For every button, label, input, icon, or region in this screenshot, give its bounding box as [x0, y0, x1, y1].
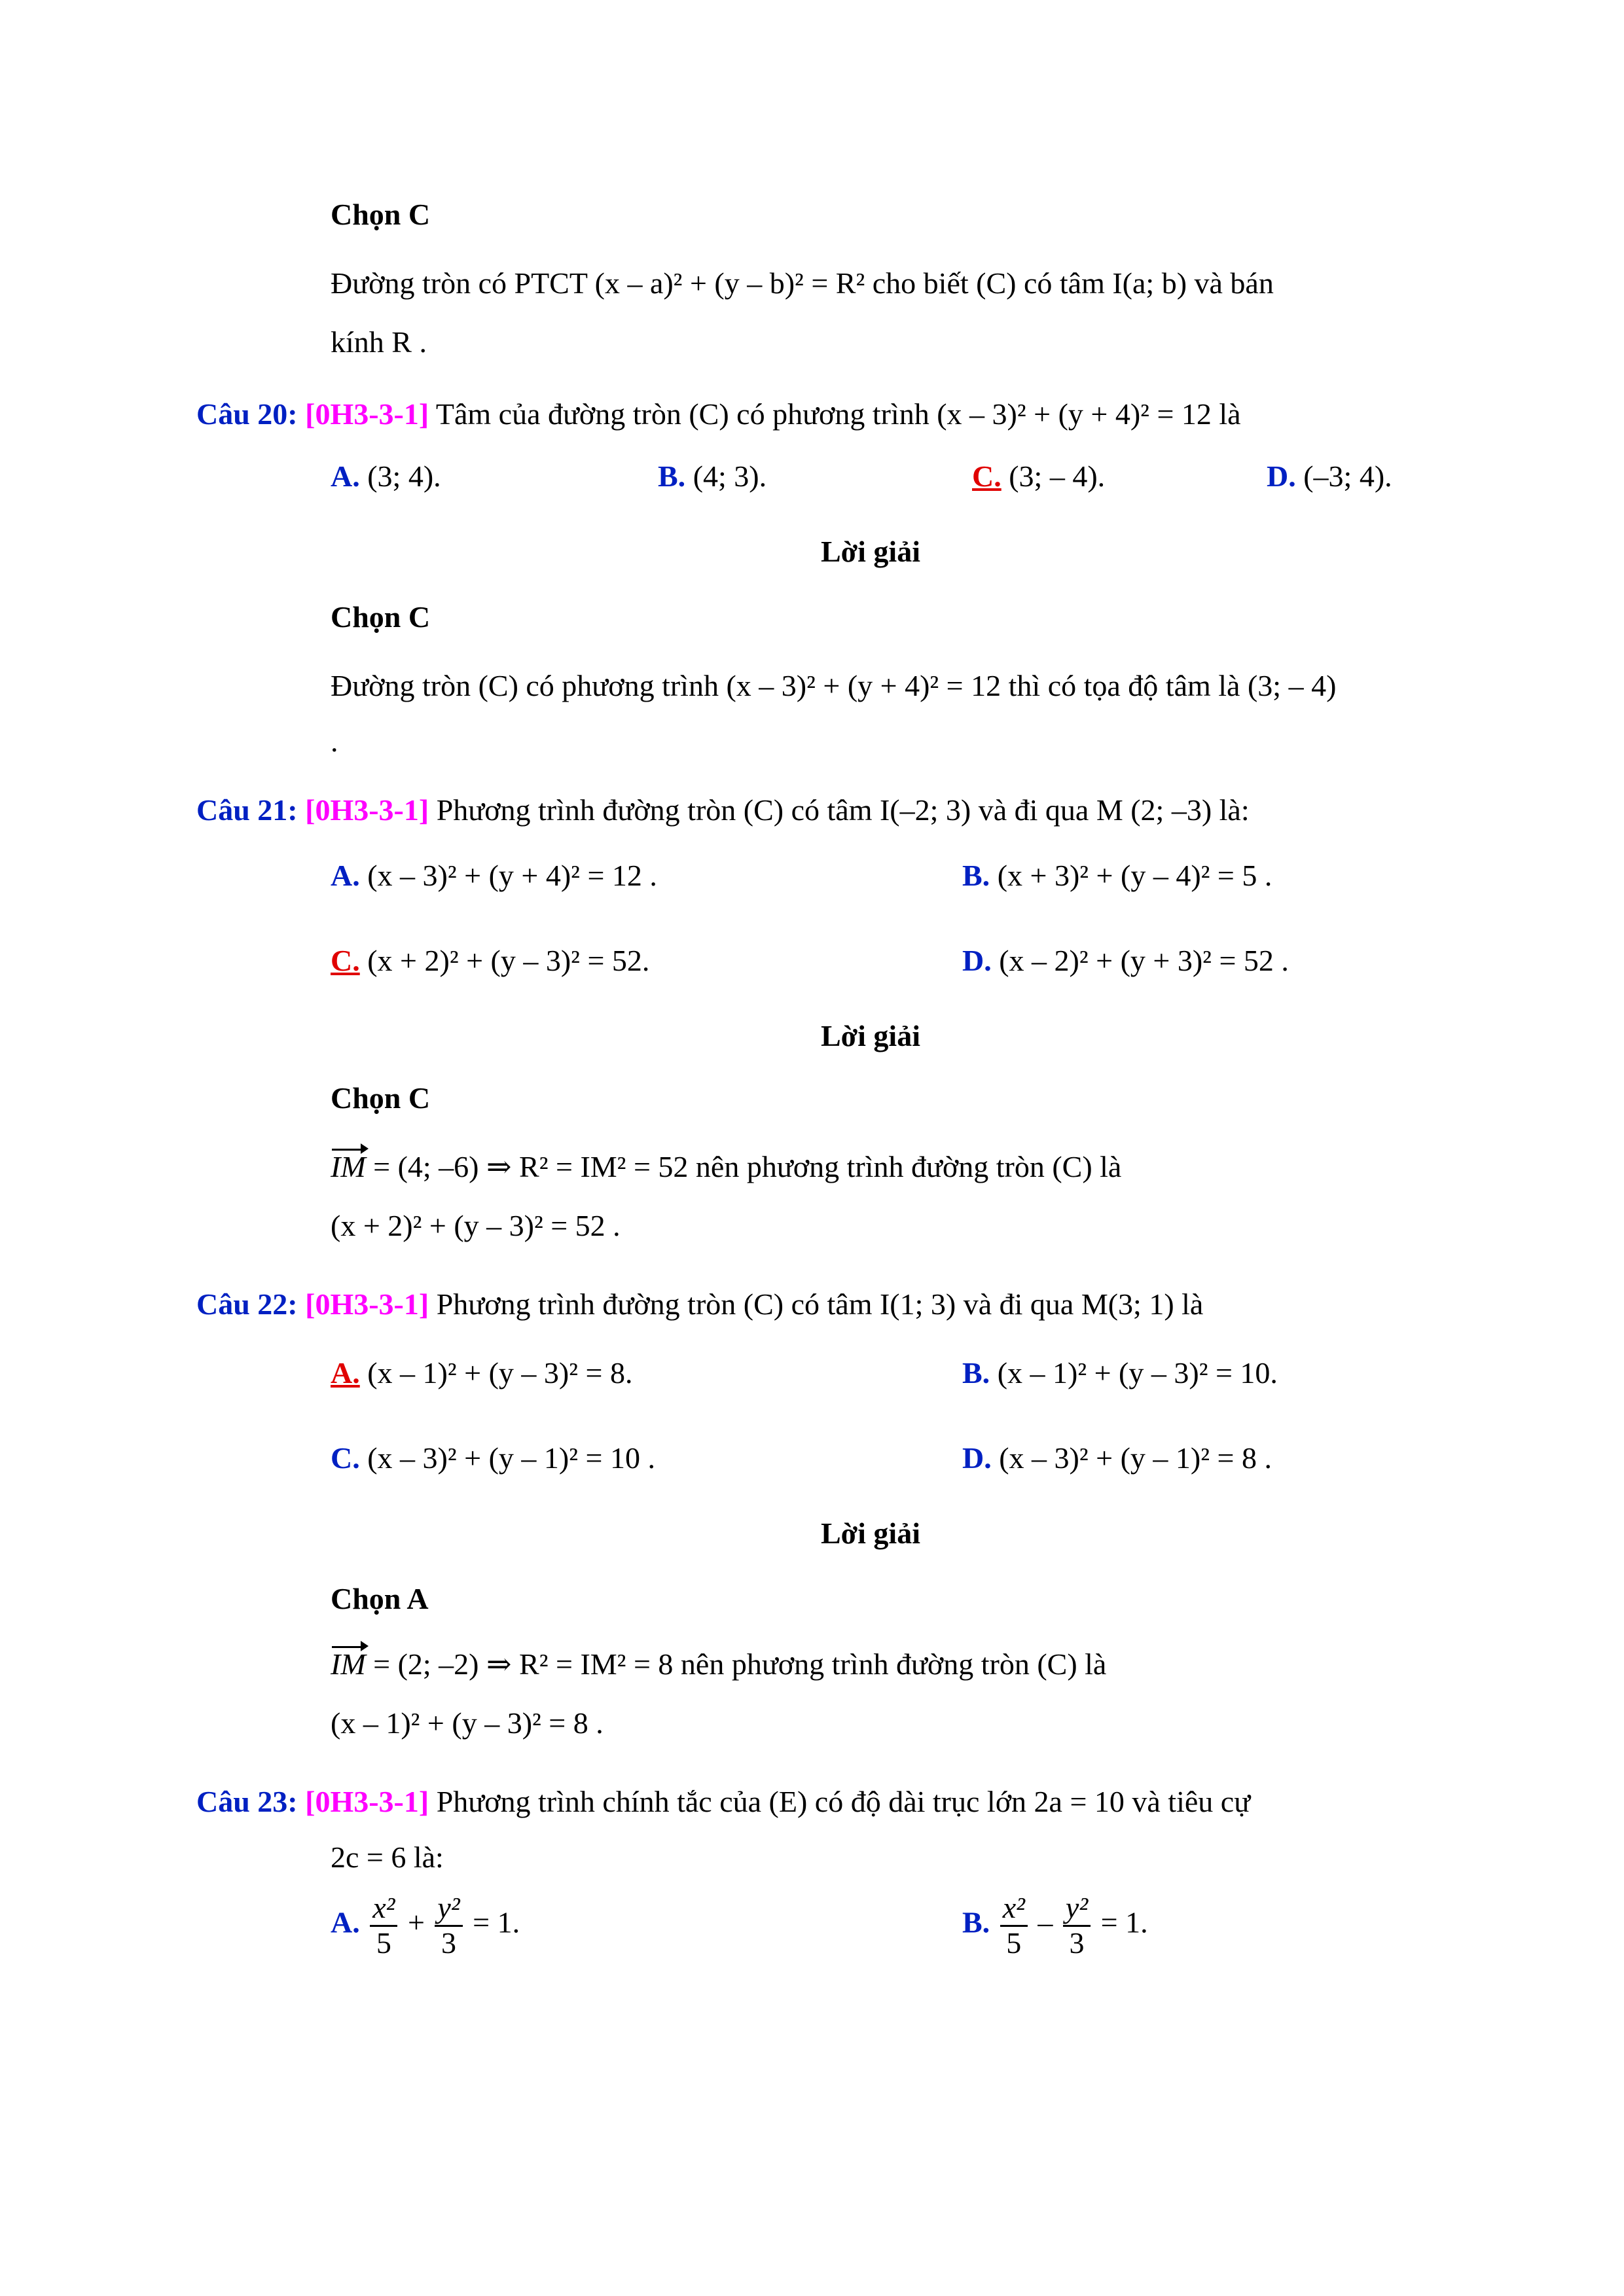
option-letter: D. [962, 944, 992, 977]
q23-text-line2: 2c = 6 là: [331, 1840, 444, 1874]
question-text: Phương trình chính tắc của (E) có độ dài trục lớn 2a = 10 và tiêu cự [436, 1785, 1251, 1818]
question-code: [0H3-3-1] [305, 397, 429, 431]
question-code: [0H3-3-1] [305, 1785, 429, 1818]
q23-option-a [331, 1892, 520, 1960]
option-letter-answer: C. [331, 944, 360, 977]
option-letter: B. [962, 1356, 990, 1390]
q22-option-d [962, 1440, 1272, 1476]
option-text: (x + 2)² + (y – 3)² = 52. [367, 944, 650, 977]
option-letter: D. [962, 1441, 992, 1475]
question-label: Câu 20: [196, 397, 298, 431]
operator: – [1038, 1905, 1053, 1939]
option-text: (x – 3)² + (y + 4)² = 12 . [367, 859, 657, 892]
q22-option-a [331, 1355, 632, 1391]
vector-im: IM [331, 1646, 366, 1682]
q21-option-c [331, 942, 649, 978]
q21-solution-title: Lời giải [821, 1019, 920, 1052]
q20-solution-line1: Đường tròn (C) có phương trình (x – 3)² + (y + 4)² = 12 thì có tọa độ tâm là (3; – 4) [331, 669, 1337, 702]
question-22 [196, 1286, 1203, 1322]
option-letter: A. [331, 459, 360, 493]
q20-solution-title: Lời giải [821, 535, 920, 568]
option-letter: B. [962, 859, 990, 892]
question-label: Câu 22: [196, 1287, 298, 1321]
question-label: Câu 23: [196, 1785, 298, 1818]
option-text: (4; 3). [693, 459, 767, 493]
question-text: Tâm của đường tròn (C) có phương trình (x – 3)² + (y + 4)² = 12 là [435, 397, 1241, 431]
q20-option-c [972, 458, 1105, 494]
q22-option-b [962, 1355, 1278, 1391]
option-letter: C. [331, 1441, 360, 1475]
option-letter: A. [331, 859, 360, 892]
q22-solution-title: Lời giải [821, 1516, 920, 1550]
q22-solution-line1 [331, 1646, 1106, 1682]
option-letter-answer: C. [972, 459, 1001, 493]
fraction: $\frac{\text{y²}}{3}$ [435, 1892, 462, 1960]
vector-im: IM [331, 1149, 366, 1185]
q20-option-d [1267, 458, 1392, 494]
option-letter: B. [962, 1905, 990, 1939]
equation-tail: = 1. [1100, 1905, 1148, 1939]
option-text: (x – 3)² + (y – 1)² = 10 . [367, 1441, 655, 1475]
option-letter-answer: A. [331, 1356, 360, 1390]
question-code: [0H3-3-1] [305, 793, 429, 827]
option-text: (x – 2)² + (y + 3)² = 52 . [999, 944, 1289, 977]
option-text: (x + 3)² + (y – 4)² = 5 . [997, 859, 1272, 892]
q23-option-b [962, 1892, 1148, 1960]
question-text: Phương trình đường tròn (C) có tâm I(1; 3) và đi qua M(3; 1) là [436, 1287, 1204, 1321]
intro-text-line2: kính R . [331, 325, 427, 359]
q20-choice: Chọn C [331, 600, 431, 634]
question-text: Phương trình đường tròn (C) có tâm I(–2; 3) và đi qua M (2; –3) là: [436, 793, 1250, 827]
operator: + [407, 1905, 425, 1939]
q21-option-a [331, 857, 657, 893]
q21-option-d [962, 942, 1289, 978]
question-label: Câu 21: [196, 793, 298, 827]
intro-choice: Chọn C [331, 198, 431, 231]
option-text: (–3; 4). [1303, 459, 1392, 493]
question-23 [196, 1784, 1250, 1820]
q21-solution-line1 [331, 1149, 1121, 1185]
question-21 [196, 792, 1250, 828]
option-text: (3; 4). [367, 459, 441, 493]
solution-text: = (4; –6) ⇒ R² = IM² = 52 nên phương trình đường tròn (C) là [365, 1150, 1122, 1183]
fraction: $\frac{\text{y²}}{3}$ [1063, 1892, 1091, 1960]
option-text: (3; – 4). [1009, 459, 1106, 493]
question-code: [0H3-3-1] [305, 1287, 429, 1321]
q20-option-a [331, 458, 441, 494]
fraction: $\frac{\text{x²}}{5}$ [370, 1892, 397, 1960]
solution-text: = (2; –2) ⇒ R² = IM² = 8 nên phương trình đường tròn (C) là [365, 1647, 1107, 1681]
equation-tail: = 1. [473, 1905, 520, 1939]
question-20 [196, 396, 1241, 432]
q22-option-c [331, 1440, 655, 1476]
q20-option-b [658, 458, 767, 494]
q20-solution-line2: . [331, 725, 338, 758]
option-letter: D. [1267, 459, 1296, 493]
q21-option-b [962, 857, 1272, 893]
option-text: (x – 1)² + (y – 3)² = 8. [367, 1356, 633, 1390]
intro-text-line1: Đường tròn có PTCT (x – a)² + (y – b)² = R² cho biết (C) có tâm I(a; b) và bán [331, 266, 1274, 300]
q22-choice: Chọn A [331, 1582, 429, 1615]
fraction: $\frac{\text{x²}}{5}$ [1000, 1892, 1028, 1960]
q21-choice: Chọn C [331, 1081, 431, 1115]
q21-solution-line2: (x + 2)² + (y – 3)² = 52 . [331, 1209, 621, 1242]
q22-solution-line2: (x – 1)² + (y – 3)² = 8 . [331, 1706, 604, 1740]
option-letter: A. [331, 1905, 360, 1939]
option-text: (x – 3)² + (y – 1)² = 8 . [999, 1441, 1272, 1475]
option-letter: B. [658, 459, 686, 493]
option-text: (x – 1)² + (y – 3)² = 10. [997, 1356, 1278, 1390]
